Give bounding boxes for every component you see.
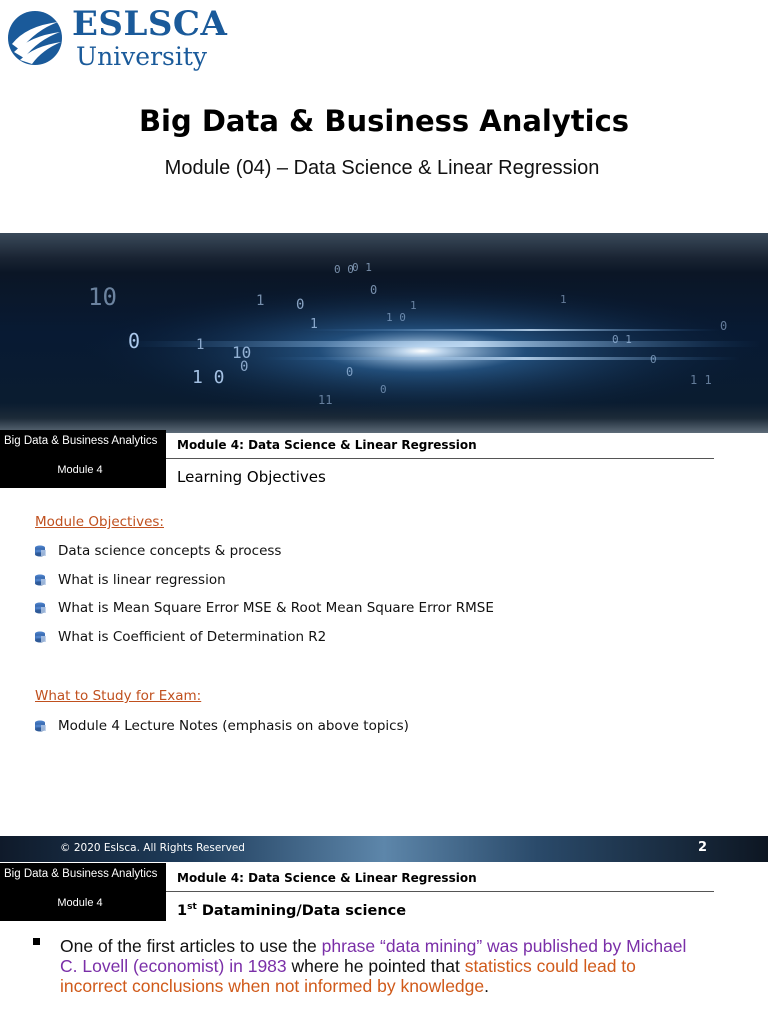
para-text: where he pointed that <box>286 956 465 976</box>
banner-digit: 1 <box>560 293 567 306</box>
para-highlight-purple: phrase “data mining” was published by Michael C. Lovell (economist) in 1983 <box>60 936 687 976</box>
banner-digit: 1 <box>256 293 265 309</box>
para-text: . <box>484 976 489 996</box>
banner-digit: 11 <box>318 393 333 407</box>
study-text: Module 4 Lecture Notes (emphasis on above topics) <box>58 718 409 734</box>
slide3-module-title: Module 4: Data Science & Linear Regression <box>177 871 477 885</box>
eslsca-logo <box>6 4 226 74</box>
banner-digit: 0 <box>720 319 728 333</box>
slide2-module-title: Module 4: Data Science & Linear Regression <box>177 438 477 452</box>
banner-digit: 0 <box>346 365 354 379</box>
banner-digit: 0 <box>650 353 657 366</box>
intro-paragraph <box>60 936 700 996</box>
slide3-course-label: Big Data & Business Analytics <box>4 868 158 880</box>
slide2-course-box <box>0 430 166 488</box>
database-bullet-icon <box>34 602 46 614</box>
database-bullet-icon <box>34 545 46 557</box>
footer-copyright: © 2020 Eslsca. All Rights Reserved <box>60 842 245 854</box>
page-number: 2 <box>698 840 708 855</box>
banner-digit: 0 <box>296 297 305 313</box>
subtitle-ordinal: 1 <box>177 902 188 919</box>
banner-digit: 0 <box>370 283 378 297</box>
banner-digit: 1 <box>310 317 318 332</box>
logo-subtitle: University <box>76 42 208 71</box>
slide3-module-short: Module 4 <box>57 897 103 909</box>
banner-digit: 1 <box>196 337 205 353</box>
slide2-module-short: Module 4 <box>57 464 103 476</box>
objective-text: What is linear regression <box>58 572 226 588</box>
objective-text: What is Mean Square Error MSE & Root Mean Square Error RMSE <box>58 600 494 616</box>
slide3-subtitle <box>177 902 406 919</box>
cover-title: Big Data & Business Analytics <box>138 104 630 138</box>
para-text: One of the first articles to use the <box>60 936 322 956</box>
cover-subtitle: Module (04) – Data Science & Linear Regression <box>164 157 600 179</box>
banner-digit: 10 <box>232 343 252 362</box>
banner-digit: 1 0 <box>386 311 406 324</box>
subtitle-ordinal-suffix: st <box>187 902 197 912</box>
slide2-footer <box>0 836 768 862</box>
banner-digit: 1 0 <box>192 367 225 388</box>
square-bullet-icon <box>33 938 40 945</box>
slide2-course-label: Big Data & Business Analytics <box>4 435 158 447</box>
banner-digit: 1 1 <box>690 373 712 387</box>
slide3-course-box <box>0 863 166 921</box>
para-highlight-orange: statistics could lead to incorrect conclusions when not informed by knowledge <box>60 956 636 996</box>
banner-digit: 0 <box>380 383 387 396</box>
slide2-subtitle: Learning Objectives <box>177 468 326 486</box>
banner-digit: 0 <box>240 359 249 375</box>
objective-text: Data science concepts & process <box>58 543 282 559</box>
database-bullet-icon <box>34 574 46 586</box>
banner-digit: 1 <box>410 299 417 312</box>
banner-digit: 0 <box>128 329 141 353</box>
subtitle-text: Datamining/Data science <box>196 902 407 919</box>
objective-text: What is Coefficient of Determination R2 <box>58 629 327 645</box>
slide3-header-divider <box>166 891 714 892</box>
banner-digit: 0 1 <box>612 333 632 346</box>
banner-digit: 0 1 <box>352 261 372 274</box>
banner-digit: 10 <box>88 283 117 311</box>
slide2-header-divider <box>166 458 714 459</box>
study-heading: What to Study for Exam: <box>35 688 202 704</box>
database-bullet-icon <box>34 720 46 732</box>
logo-wordmark: ESLSCA <box>72 4 228 44</box>
banner-digit: 0 0 <box>334 263 354 276</box>
objectives-heading: Module Objectives: <box>35 514 164 530</box>
binary-banner-image <box>0 233 768 433</box>
database-bullet-icon <box>34 631 46 643</box>
eslsca-swirl-icon <box>6 8 66 70</box>
